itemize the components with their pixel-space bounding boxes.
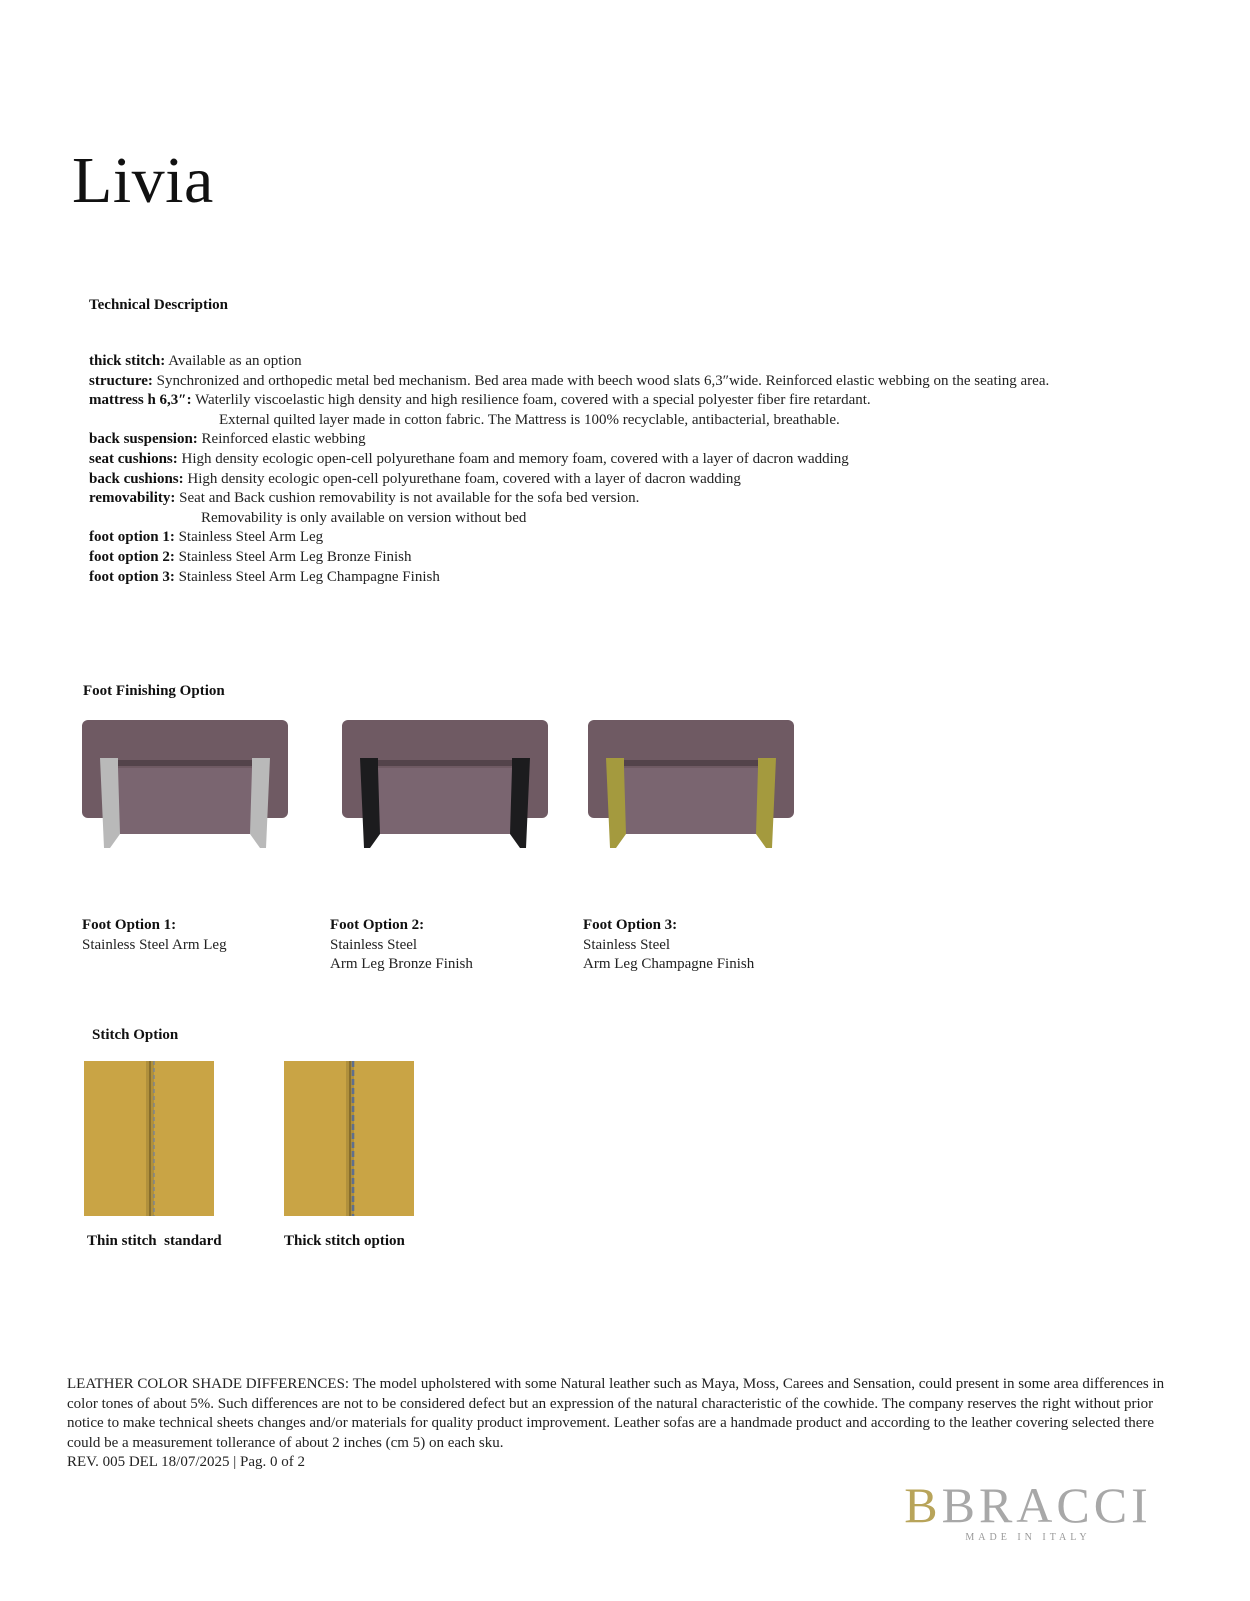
sofa-leg-left	[100, 758, 120, 848]
spec-label: back suspension:	[89, 431, 198, 448]
thin-stitch-caption: Thin stitch standard	[87, 1233, 222, 1249]
foot-option-line: Arm Leg Champagne Finish	[583, 956, 755, 973]
spec-thick-stitch	[89, 352, 1049, 372]
stitch-option-heading: Stitch Option	[92, 1027, 179, 1043]
leather-disclaimer-text: LEATHER COLOR SHADE DIFFERENCES: The model upholstered with some Natural leather such as Maya, Moss, Carees and Sensation, could present in some area differences in color tones of about 5%. Such differences are not to be considered defect but an expression of the natural characteristic of the cowhide. The company reserves the right without prior notice to make technical sheets changes and/or materials for quality product improvement. Leather sofas are a handmade product and according to the leather covering selected there could be a measurement tollerance of about 2 inches (cm 5) on each sku.	[67, 1376, 1165, 1451]
sofa-front	[368, 768, 522, 834]
foot-option-3-caption	[583, 916, 754, 975]
sofa-image-foot-option-1	[80, 716, 290, 851]
foot-option-title: Foot Option 2:	[330, 917, 425, 933]
spec-value: Waterlily viscoelastic high density and high resilience foam, covered with a special polyester fiber fire retardant.	[195, 392, 871, 409]
thick-stitch-swatch	[284, 1061, 414, 1216]
thin-stitch-swatch	[84, 1061, 214, 1216]
sofa-leg-right	[756, 758, 776, 848]
spec-back-cushions	[89, 470, 1049, 490]
sofa-leg-right	[510, 758, 530, 848]
spec-removability	[89, 489, 1049, 509]
sofa-leg-right	[250, 758, 270, 848]
spec-value: Removability is only available on version without bed	[201, 509, 527, 526]
spec-label: back cushions:	[89, 470, 184, 487]
sofa-front	[108, 768, 262, 834]
disclaimer-block	[67, 1375, 1187, 1473]
spec-value: External quilted layer made in cotton fabric. The Mattress is 100% recyclable, antibacterial, breathable.	[219, 411, 840, 428]
sofa-image-foot-option-3	[586, 716, 796, 851]
spec-structure	[89, 372, 1049, 392]
revision-text: REV. 005 DEL 18/07/2025 | Pag. 0 of 2	[67, 1454, 306, 1471]
spec-mattress-continued	[89, 411, 1049, 431]
thick-stitch-caption: Thick stitch option	[284, 1233, 405, 1249]
spec-value: Available as an option	[168, 353, 302, 369]
spec-label: foot option 3:	[89, 568, 175, 585]
sofa-seat-shadow	[370, 760, 520, 766]
spec-value: Reinforced elastic webbing	[201, 431, 366, 448]
spec-value: Stainless Steel Arm Leg Bronze Finish	[178, 548, 412, 565]
foot-option-line: Stainless Steel	[583, 936, 671, 953]
spec-value: Synchronized and orthopedic metal bed mechanism. Bed area made with beech wood slats 6,3″wide. Reinforced elastic webbing on the seating area.	[156, 372, 1050, 389]
brand-wordmark	[900, 1477, 1156, 1533]
foot-option-1-caption	[82, 916, 227, 955]
spec-label: mattress h 6,3″:	[89, 392, 192, 409]
spec-removability-continued	[89, 509, 1049, 529]
sofa-seat-shadow	[616, 760, 766, 766]
sofa-image-foot-option-2	[340, 716, 550, 851]
foot-option-line: Arm Leg Bronze Finish	[330, 956, 473, 973]
spec-list	[89, 352, 1049, 587]
spec-label: removability:	[89, 490, 176, 507]
spec-foot-option-3	[89, 568, 1049, 588]
spec-label: seat cushions:	[89, 450, 178, 467]
foot-option-2-caption	[330, 916, 473, 975]
brand-name: BRACCI	[941, 1477, 1152, 1533]
spec-mattress	[89, 391, 1049, 411]
spec-value: Seat and Back cushion removability is not available for the sofa bed version.	[179, 490, 640, 507]
spec-foot-option-2	[89, 548, 1049, 568]
page-title: Livia	[72, 144, 214, 217]
spec-label: foot option 2:	[89, 548, 175, 565]
sofa-seat-shadow	[110, 760, 260, 766]
spec-value: High density ecologic open-cell polyurethane foam, covered with a layer of dacron wadding	[187, 470, 741, 487]
foot-option-title: Foot Option 3:	[583, 917, 678, 933]
brand-tagline: MADE IN ITALY	[965, 1532, 1091, 1543]
brand-logo	[900, 1477, 1156, 1543]
foot-finishing-heading: Foot Finishing Option	[83, 683, 225, 699]
technical-description-heading: Technical Description	[89, 297, 229, 313]
spec-value: High density ecologic open-cell polyurethane foam and memory foam, covered with a layer of dacron wadding	[181, 450, 849, 467]
sofa-front	[614, 768, 768, 834]
foot-option-line: Stainless Steel Arm Leg	[82, 936, 227, 953]
brand-initial: B	[904, 1477, 942, 1533]
spec-label: structure:	[89, 372, 153, 389]
sofa-leg-left	[360, 758, 380, 848]
sofa-leg-left	[606, 758, 626, 848]
foot-option-line: Stainless Steel	[330, 936, 418, 953]
foot-option-title: Foot Option 1:	[82, 917, 177, 933]
spec-seat-cushions	[89, 450, 1049, 470]
spec-value: Stainless Steel Arm Leg	[178, 529, 324, 546]
spec-back-suspension	[89, 430, 1049, 450]
spec-foot-option-1	[89, 528, 1049, 548]
spec-label: thick stitch:	[89, 353, 166, 369]
spec-label: foot option 1:	[89, 529, 175, 546]
spec-value: Stainless Steel Arm Leg Champagne Finish	[178, 568, 440, 585]
